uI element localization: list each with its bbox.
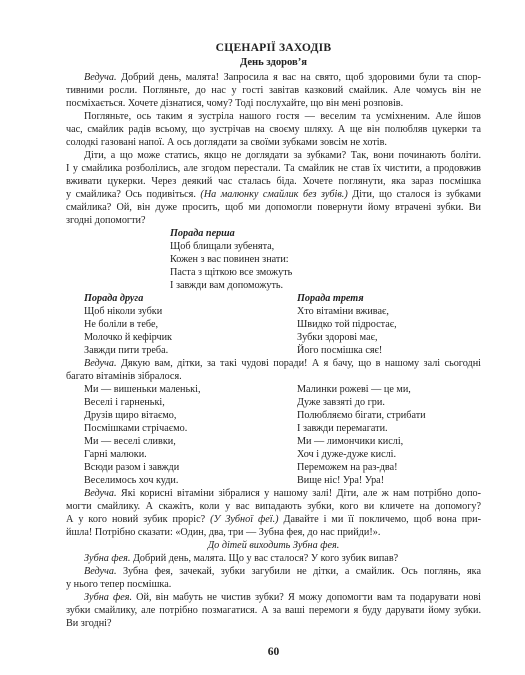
text-line: І у смайлика розболілись, але згодом перестали. Та смайлик не став їх чистити, а продовжив (66, 163, 481, 174)
page-number: 60 (267, 646, 280, 658)
stage-direction: До дітей виходить Зубна фея. (207, 540, 340, 551)
poem-line: Вище ніс! Ура! Ура! (297, 475, 385, 486)
page-subtitle: День здоров’я (239, 57, 308, 68)
line-text: Зубна фея, зачекай, зубки загубили не дітки, а смайлик. Ось поглянь, яка (122, 566, 481, 577)
poem-line: Друзів щиро вітаємо, (84, 410, 177, 421)
poem-line: Паста з щіткою все зможуть (170, 267, 293, 278)
text-line (66, 357, 481, 370)
poem-line: Веселимось хоч куди. (84, 475, 179, 486)
dialogue-fairy-offer (66, 591, 481, 630)
speaker-label: Зубна фея. (84, 592, 133, 603)
poem-line: Завжди пити треба. (84, 345, 169, 356)
text-line (66, 487, 481, 500)
advice-title: Порада друга (84, 293, 144, 304)
line-text: Дякую вам, дітки, за такі чудові поради! А я бачу, що в нашому залі сьогодні (120, 358, 481, 369)
line-text: Давайте і ми її покличемо, щоб вона при- (283, 514, 481, 525)
line-text: Ой, він мабуть не чистив зубки? Я можу допомогти вам та подарувати нові (136, 592, 481, 603)
text-line (66, 513, 481, 526)
poem-line: Посмішками стрічаємо. (84, 423, 188, 434)
text-line (66, 188, 481, 201)
poem-line: Молочко й кефірчик (84, 332, 173, 343)
advice-third (297, 292, 481, 357)
speaker-label: Ведуча. (84, 358, 117, 369)
poem-line: Переможем на раз-два! (297, 462, 398, 473)
text-line: згодні допомогти? (66, 215, 146, 226)
poem-line: Кожен з вас повинен знати: (170, 254, 289, 265)
poem-line: Ми — лимончики кислі, (297, 436, 404, 447)
text-line: вживати цукерки. Через деякий час сталась біда. Хочете поглянути, яка зараз посмішка (66, 176, 481, 187)
poem-line: Хоч і дуже-дуже кислі. (297, 449, 397, 460)
line-text: у смайлика? Ось подивіться. (66, 189, 196, 200)
paragraph-call (66, 487, 481, 539)
stage-remark: (У Зубної феї.) (210, 514, 279, 525)
page-title: СЦЕНАРІЇ ЗАХОДІВ (215, 41, 332, 54)
text-line: багато вітамінів зібралося. (66, 371, 182, 382)
poem-line: І завжди вам допоможуть. (170, 280, 284, 291)
line-text: Які корисні вітаміни зібралися у нашому залі! Діти, але ж нам потрібно допо- (120, 488, 482, 499)
poem-line: І завжди перемагати. (297, 423, 388, 434)
text-line (66, 71, 481, 84)
text-line: смайлика? Ой, він дуже просить, щоб ми допомогли повернути йому втрачені зубки. Ви (66, 202, 481, 213)
poem-line: Зубки здорові має, (297, 332, 378, 343)
text-line: Діти, а що може статись, якщо не доглядати за зубками? Так, вони починають боліти. (84, 150, 481, 161)
text-line: у нього тепер посмішка. (66, 579, 172, 590)
text-line: могти смайлику. А скажіть, коли у вас випадають зубки, кого ви кличете на допомогу? (66, 501, 481, 512)
line-text: Добрий день, малята. Що у вас сталося? У кого зубик випав? (132, 553, 399, 564)
advice-first (66, 227, 481, 292)
vitamins-poem (66, 383, 481, 487)
text-line: йшла! Потрібно сказати: «Один, два, три — Зубна фея, до нас прийди!». (66, 527, 381, 538)
poem-line: Не боліли в тебе, (84, 319, 159, 330)
speaker-label: Ведуча. (84, 72, 117, 83)
speaker-label: Зубна фея. (84, 553, 131, 564)
poem-line: Гарні малюки. (84, 449, 147, 460)
dialogue-host-reply (66, 565, 481, 591)
paragraph-thanks (66, 357, 481, 383)
text-line: час, смайлик радів всьому, що зустрічав на своєму шляху. А ще він полюбляв цукерки та (66, 124, 481, 135)
vitamins-right-column (297, 383, 481, 487)
poem-line: Всюди разом і завжди (84, 462, 180, 473)
advice-title: Порада перша (170, 228, 235, 239)
text-line: посміхається. Хочете дізнатися, чому? Тоді послухайте, що він мені розповів. (66, 98, 404, 109)
text-line (66, 565, 481, 578)
advice-second (66, 292, 297, 357)
poem-line: Щоб ніколи зубки (84, 306, 163, 317)
dialogue-fairy-greeting (66, 552, 481, 565)
line-text: А у кого новий зубик проріс? (66, 514, 206, 525)
paragraph-question (66, 149, 481, 227)
text-line: тивними росли. Погляньте, до нас у гості завітав казковий смайлик. Але чомусь він не (66, 85, 481, 96)
text-line: Ви згодні? (66, 618, 112, 629)
speaker-label: Ведуча. (84, 566, 117, 577)
text-line (66, 552, 481, 565)
text-line: Погляньте, ось таким я зустріла нашого гостя — веселим та усміхненим. Але йшов (84, 111, 481, 122)
advice-columns (66, 292, 481, 357)
stage-remark: (На малюнку смайлик без зубів.) (200, 189, 348, 200)
poem-line: Малинки рожеві — це ми, (297, 384, 411, 395)
poem-line: Його посмішка сяє! (297, 345, 383, 356)
poem-line: Дуже завзяті до гри. (297, 397, 385, 408)
poem-line: Швидко той підростає, (297, 319, 397, 330)
paragraph-intro (66, 71, 481, 110)
text-line: зубки смайлику, але потрібно позмагатися. А за ваші перемоги я буду дарувати йому зубки. (66, 605, 481, 616)
scenario-text (66, 71, 481, 630)
line-text: Добрий день, малята! Запросила я вас на свято, щоб здоровими були та спор- (121, 72, 481, 83)
poem-line: Щоб блищали зубенята, (170, 241, 275, 252)
poem-line: Хто вітаміни вживає, (297, 306, 389, 317)
advice-title: Порада третя (297, 293, 364, 304)
line-text: Діти, що сталося із зубками (352, 189, 481, 200)
text-line (66, 591, 481, 604)
text-line: солодкі газовані напої. А ось доглядати за своїми зубками зовсім не хотів. (66, 137, 387, 148)
paragraph-story (66, 110, 481, 149)
poem-line: Веселі і гарненькі, (84, 397, 165, 408)
vitamins-left-column (66, 383, 297, 487)
speaker-label: Ведуча. (84, 488, 117, 499)
poem-line: Ми — веселі сливки, (84, 436, 176, 447)
poem-line: Полюбляємо бігати, стрибати (297, 410, 426, 421)
poem-line: Ми — вишеньки маленькі, (84, 384, 201, 395)
